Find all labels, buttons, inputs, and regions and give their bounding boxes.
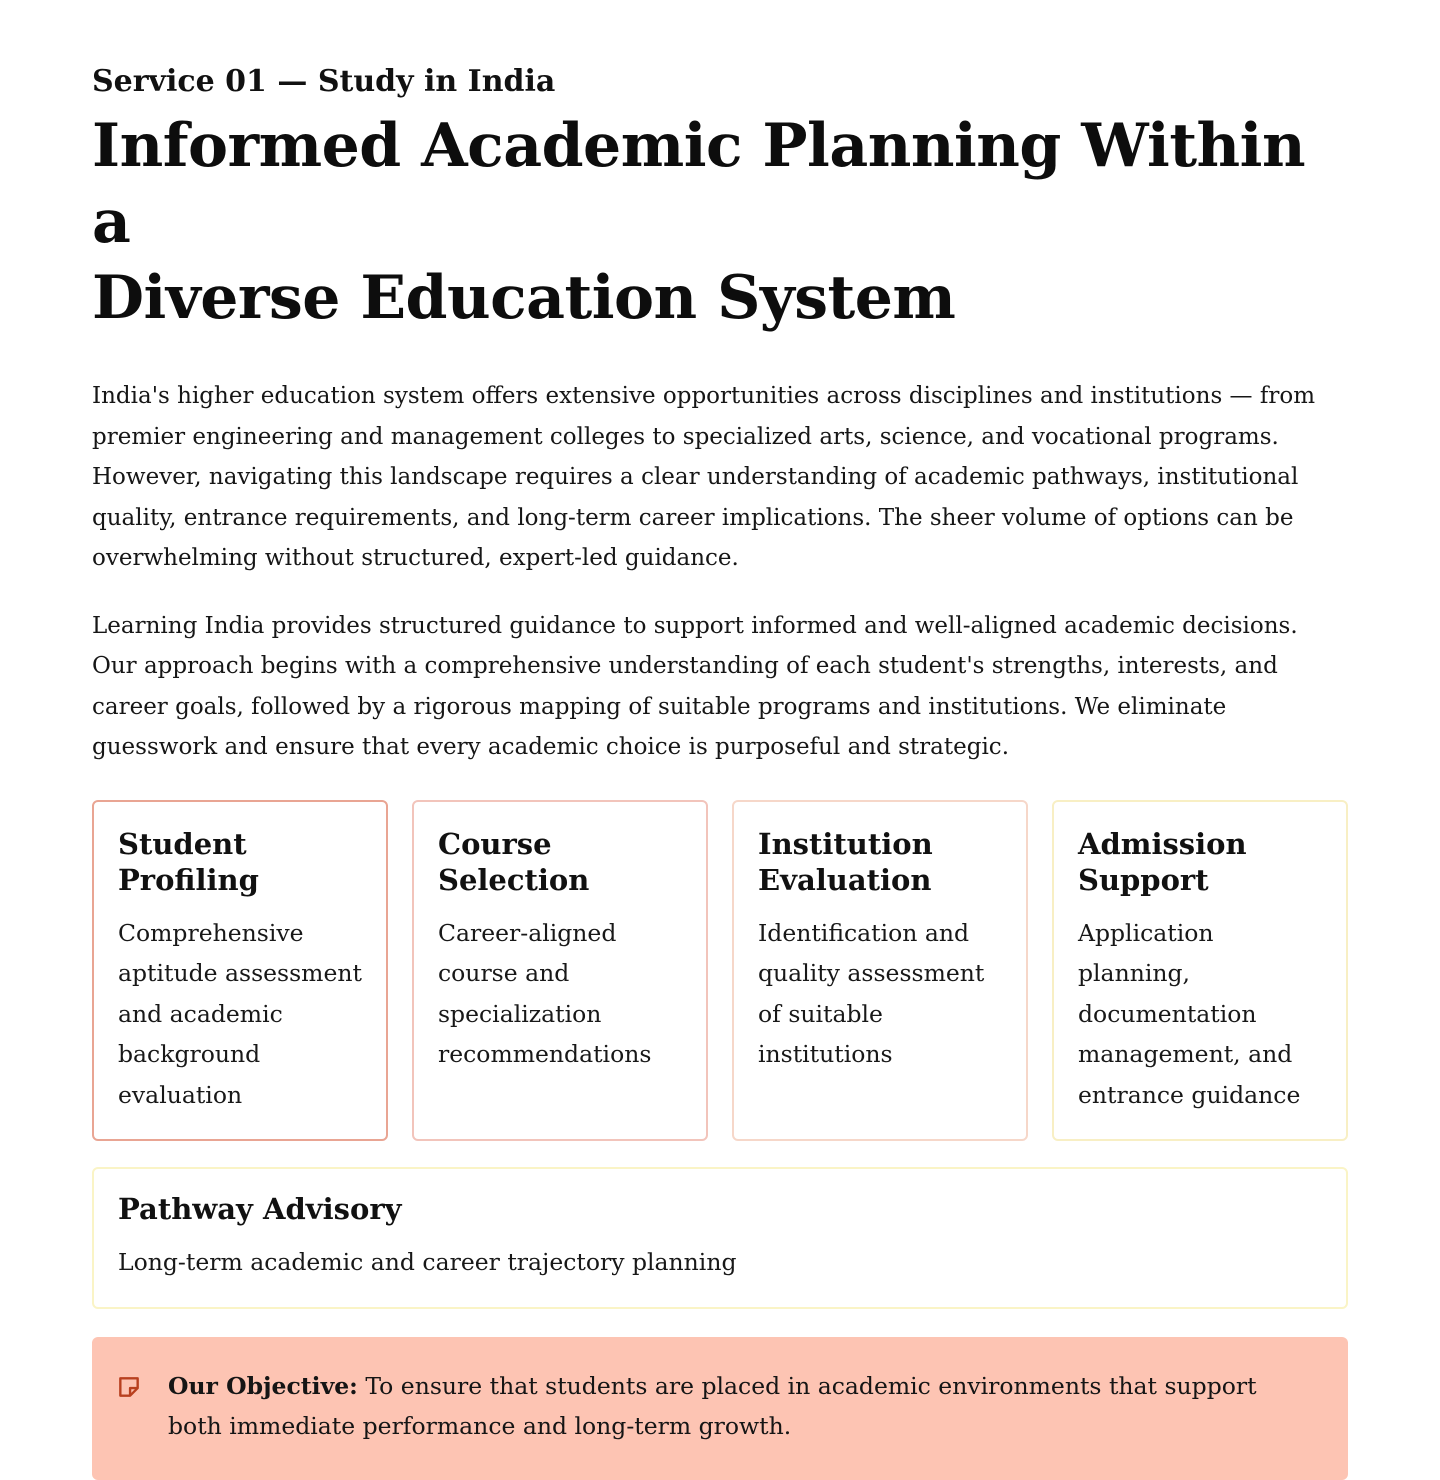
page-title-line-1: Informed Academic Planning Within a [92, 111, 1306, 257]
card-pathway-advisory [92, 1167, 1348, 1309]
objective-callout [92, 1337, 1348, 1480]
service-cards [92, 800, 1348, 1141]
card-title-line-1: Course [438, 826, 552, 861]
card-title-line-2: Evaluation [758, 862, 932, 897]
card-title [438, 826, 682, 898]
objective-label: Our Objective: [168, 1371, 358, 1400]
objective-text [168, 1366, 1288, 1447]
card-title: Pathway Advisory [118, 1191, 402, 1226]
card-student-profiling [92, 800, 388, 1141]
card-description: Identification and quality assessment of suitable institutions [758, 918, 985, 1068]
card-description: Application planning, documentation management, and entrance guidance [1078, 918, 1301, 1109]
intro-paragraph-2: Learning India provides structured guidance to support informed and well-aligned academic decisions. Our approach begins with a comprehensive understanding of each student's strengths, interests, and career goals, followed by a rigorous mapping of suitable programs and institutions. We eliminate guesswork and ensure that every academic choice is purposeful and strategic. [92, 612, 1298, 760]
card-title [118, 826, 362, 898]
section-eyebrow: Service 01 — Study in India [92, 64, 556, 99]
page-title-line-2: Diverse Education System [92, 263, 956, 333]
card-description: Long-term academic and career trajectory planning [118, 1247, 737, 1276]
card-institution-evaluation [732, 800, 1028, 1141]
card-title [758, 826, 1002, 898]
card-title-line-1: Student [118, 826, 247, 861]
card-course-selection [412, 800, 708, 1141]
page-title [92, 108, 1348, 336]
objective-body: To ensure that students are placed in academic environments that support both immediate performance and long-term growth. [168, 1371, 1257, 1440]
intro-paragraph-1: India's higher education system offers extensive opportunities across disciplines and institutions — from premier engineering and management colleges to specialized arts, science, and vocational programs. However, navigating this landscape requires a clear understanding of academic pathways, institutional quality, entrance requirements, and long-term career implications. The sheer volume of options can be overwhelming without structured, expert-led guidance. [92, 383, 1316, 571]
card-title-line-2: Profiling [118, 862, 259, 897]
card-description: Career-aligned course and specialization recommendations [438, 918, 652, 1068]
card-admission-support [1052, 800, 1348, 1141]
card-title [1078, 826, 1322, 898]
card-description: Comprehensive aptitude assessment and academic background evaluation [118, 918, 362, 1109]
card-title-line-2: Support [1078, 862, 1209, 897]
card-title-line-1: Admission [1078, 826, 1247, 861]
card-title-line-1: Institution [758, 826, 933, 861]
card-title-line-2: Selection [438, 862, 590, 897]
sticky-note-icon [116, 1374, 142, 1400]
